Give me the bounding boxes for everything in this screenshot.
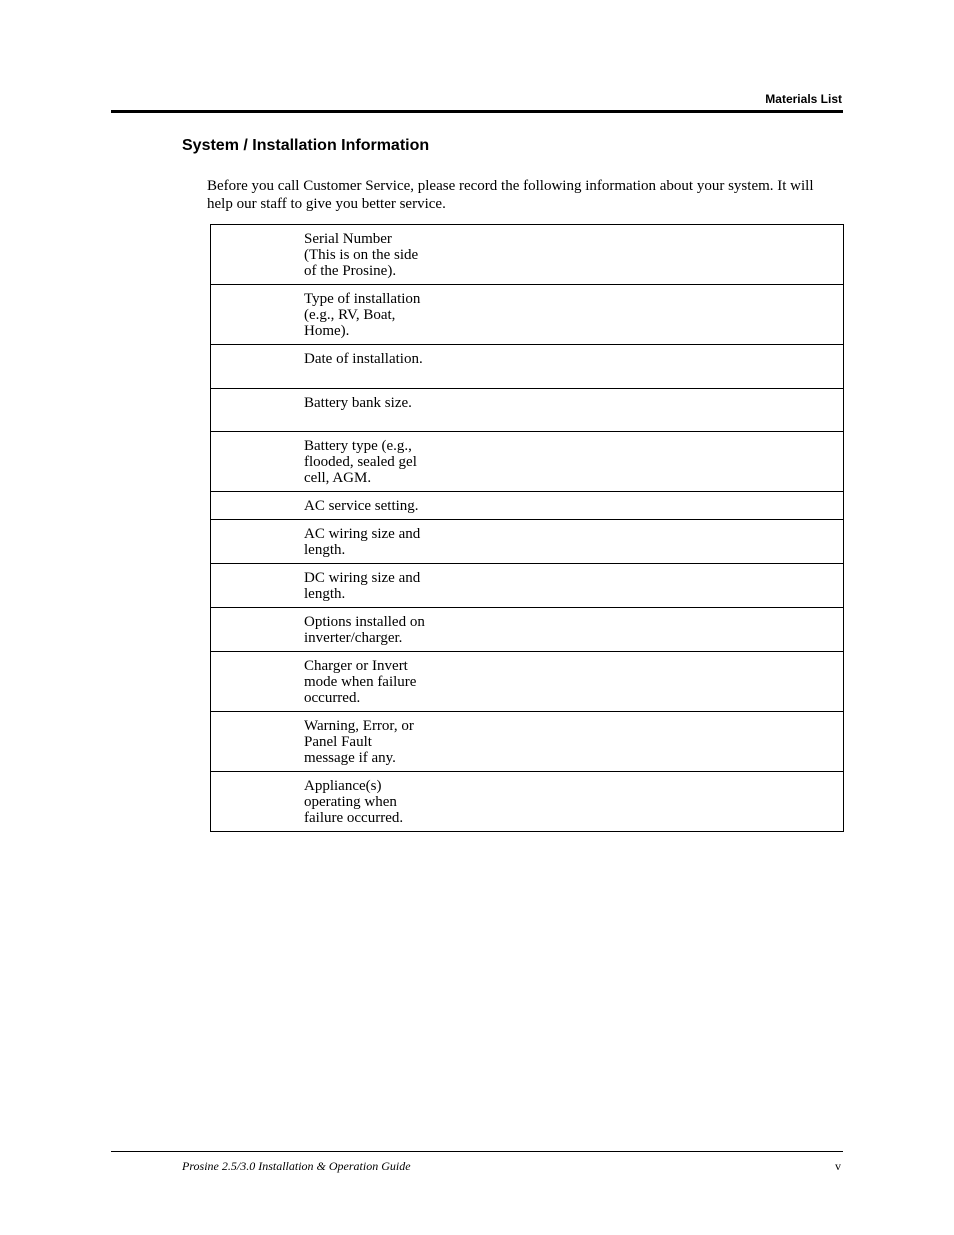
table-row [211, 492, 844, 520]
row-spacer-cell [211, 564, 305, 608]
footer-rule [111, 1151, 843, 1152]
field-label: Battery bank size. [304, 389, 444, 432]
header-rule [111, 110, 843, 113]
table-row [211, 285, 844, 345]
field-value-cell [444, 564, 844, 608]
field-label: Date of installation. [304, 345, 444, 389]
row-spacer-cell [211, 608, 305, 652]
section-title: System / Installation Information [182, 137, 430, 154]
field-label: Type of installation (e.g., RV, Boat, Home). [304, 285, 444, 345]
table-row [211, 608, 844, 652]
row-spacer-cell [211, 285, 305, 345]
table-row [211, 520, 844, 564]
field-value-cell [444, 608, 844, 652]
footer-page-number: v [835, 1159, 841, 1173]
running-header-section-label: Materials List [765, 92, 842, 106]
row-spacer-cell [211, 389, 305, 432]
field-value-cell [444, 492, 844, 520]
field-value-cell [444, 389, 844, 432]
field-value-cell [444, 772, 844, 832]
row-spacer-cell [211, 520, 305, 564]
field-value-cell [444, 652, 844, 712]
row-spacer-cell [211, 712, 305, 772]
field-value-cell [444, 712, 844, 772]
row-spacer-cell [211, 492, 305, 520]
field-label: DC wiring size and length. [304, 564, 444, 608]
field-value-cell [444, 285, 844, 345]
field-label: Appliance(s) operating when failure occurred. [304, 772, 444, 832]
field-label: Charger or Invert mode when failure occurred. [304, 652, 444, 712]
field-value-cell [444, 225, 844, 285]
field-label: Options installed on inverter/charger. [304, 608, 444, 652]
row-spacer-cell [211, 345, 305, 389]
footer-guide-title: Prosine 2.5/3.0 Installation & Operation Guide [182, 1159, 411, 1173]
table-row [211, 345, 844, 389]
field-label: AC wiring size and length. [304, 520, 444, 564]
row-spacer-cell [211, 652, 305, 712]
field-label: AC service setting. [304, 492, 444, 520]
field-value-cell [444, 520, 844, 564]
field-label: Battery type (e.g., flooded, sealed gel cell, AGM. [304, 432, 444, 492]
table-row [211, 712, 844, 772]
table-row [211, 225, 844, 285]
row-spacer-cell [211, 225, 305, 285]
table-row [211, 652, 844, 712]
field-value-cell [444, 345, 844, 389]
field-value-cell [444, 432, 844, 492]
system-info-table [210, 224, 844, 832]
intro-paragraph: Before you call Customer Service, please record the following information about your system. It will help our staff to give you better service. [207, 178, 814, 212]
table-row [211, 564, 844, 608]
table-row [211, 389, 844, 432]
table-row [211, 432, 844, 492]
row-spacer-cell [211, 432, 305, 492]
table-row [211, 772, 844, 832]
field-label: Warning, Error, or Panel Fault message if any. [304, 712, 444, 772]
row-spacer-cell [211, 772, 305, 832]
field-label: Serial Number (This is on the side of the Prosine). [304, 225, 444, 285]
